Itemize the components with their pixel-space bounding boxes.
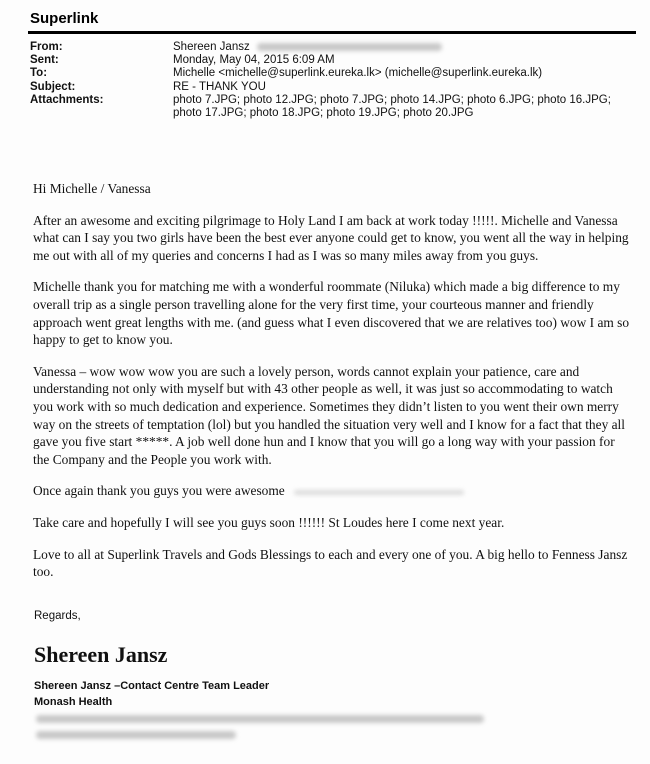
redacted-contact-line <box>36 715 484 723</box>
to-row <box>30 67 640 80</box>
to-label: To: <box>30 67 48 80</box>
attachments-line-2: photo 17.JPG; photo 18.JPG; photo 19.JPG; photo 20.JPG <box>173 107 474 120</box>
paragraph-love: Love to all at Superlink Travels and Gods Blessings to each and every one of you. A big hello to Fenness Jansz too. <box>33 546 628 580</box>
attachments-value <box>173 94 640 120</box>
redacted-email <box>257 43 442 51</box>
from-label: From: <box>30 41 63 53</box>
to-value: Michelle <michelle@superlink.eureka.lk> (michelle@superlink.eureka.lk) <box>173 67 543 80</box>
paragraph-thanks <box>33 482 633 500</box>
subject-label: Subject: <box>30 80 76 93</box>
paragraph-vanessa: Vanessa – wow wow wow you are such a lovely person, words cannot explain your patience, care and understanding not only with myself but with 43 other people as well, it was just so accommodating to watch you work with so much dedication and experience. Sometimes they didn’t listen to you went their own merry way on the streets of temptation (lol) but you handled the situation very well and I know for a fact that they all gave you five start *****. A job well done hun and I know that you will go a long way with your passion for the Company and the People you work with. <box>33 363 625 467</box>
redacted-smudge <box>294 490 464 495</box>
subject-value: RE - THANK YOU <box>173 80 266 93</box>
header-divider <box>28 31 636 34</box>
sent-label: Sent: <box>30 54 59 67</box>
thanks-text: Once again thank you guys you were awesome <box>33 483 285 499</box>
attachments-line-1: photo 7.JPG; photo 12.JPG; photo 7.JPG; photo 14.JPG; photo 6.JPG; photo 16.JPG; <box>173 93 611 106</box>
redacted-address-line <box>36 731 236 739</box>
sent-value: Monday, May 04, 2015 6:09 AM <box>173 54 335 67</box>
signature-name: Shereen Jansz <box>34 642 168 667</box>
from-value <box>173 41 640 54</box>
signature-title: Shereen Jansz –Contact Centre Team Leader <box>34 680 270 692</box>
subject-row <box>30 81 640 94</box>
sent-row <box>30 54 640 67</box>
from-name: Shereen Jansz <box>173 41 250 53</box>
regards: Regards, <box>34 610 81 622</box>
paragraph-pilgrimage: After an awesome and exciting pilgrimage to Holy Land I am back at work today !!!!!. Michelle and Vanessa what can I say you two girls have been the best ever anyone could get to know, you went all the way in helping me out with all of my queries and concerns I had as I was so many miles away from you guys. <box>33 212 629 263</box>
greeting: Hi Michelle / Vanessa <box>33 181 151 196</box>
signature-organization: Monash Health <box>34 696 113 708</box>
paragraph-take-care: Take care and hopefully I will see you guys soon !!!!!! St Loudes here I come next year. <box>33 514 505 530</box>
attachments-label: Attachments: <box>30 93 104 106</box>
attachments-row <box>30 94 640 120</box>
paragraph-michelle: Michelle thank you for matching me with a wonderful roommate (Niluka) which made a big difference to my overall trip as a single person travelling alone for the very first time, your courteous manner and friendly approach went great lengths with me. (and guess what I even discovered that we are relatives too) wow I am so happy to get to know you. <box>33 279 630 348</box>
brand-title: Superlink <box>30 10 99 27</box>
from-row <box>30 41 640 54</box>
email-headers <box>30 41 640 120</box>
email-body <box>33 180 633 595</box>
